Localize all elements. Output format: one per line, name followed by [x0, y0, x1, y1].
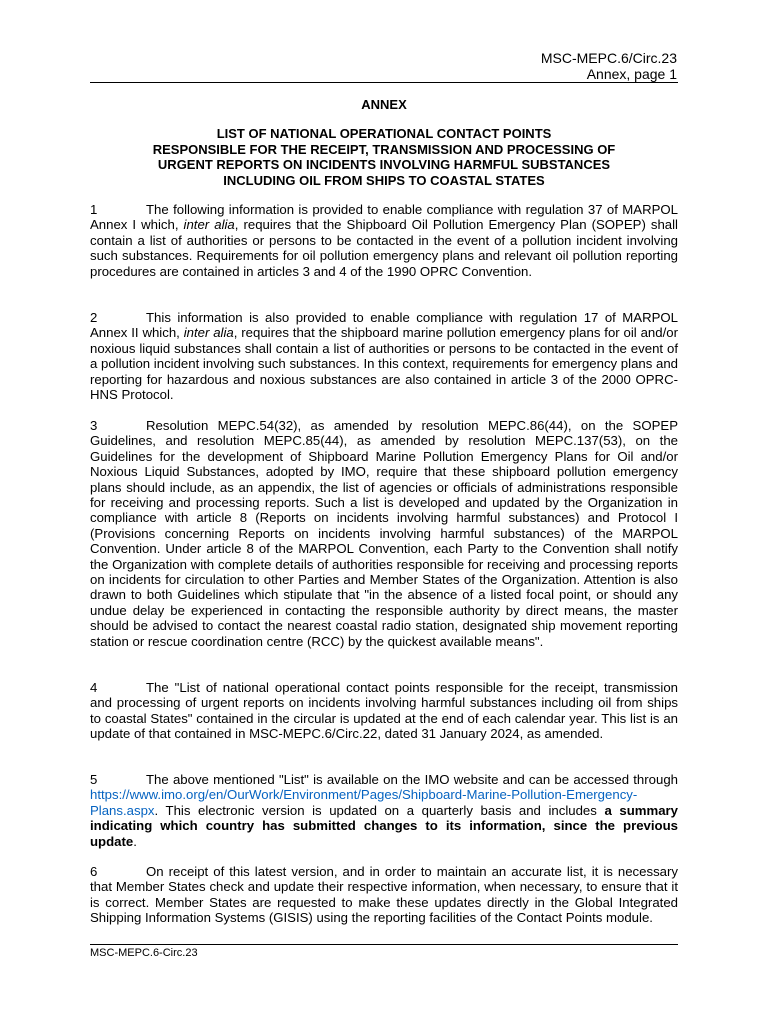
- title-line: LIST OF NATIONAL OPERATIONAL CONTACT POINTS: [216, 126, 552, 141]
- page-header: [541, 50, 677, 82]
- annex-heading: ANNEX: [361, 97, 407, 112]
- title-line: RESPONSIBLE FOR THE RECEIPT, TRANSMISSION AND PROCESSING OF: [152, 141, 616, 157]
- imo-website-link[interactable]: https://www.imo.org/en/OurWork/Environment/Pages/Shipboard-Marine-Pollution-Emergency-Plans.aspx: [90, 787, 638, 818]
- footer-rule: [90, 944, 678, 945]
- paragraph-1: 1 The following information is provided to enable compliance with regulation 37 of MARPOL Annex I which, inter alia, requires that the Shipboard Oil Pollution Emergency Plan (SOPEP) shall contain a list of authorities or persons to be contacted in the event of a pollution incident involving such substances. Requirements for oil pollution emergency plans and relevant oil pollution reporting procedures are contained in articles 3 and 4 of the 1990 OPRC Convention.: [90, 202, 678, 279]
- header-doc-ref: MSC-MEPC.6/Circ.23: [540, 50, 677, 66]
- title-line: URGENT REPORTS ON INCIDENTS INVOLVING HARMFUL SUBSTANCES: [157, 157, 611, 172]
- paragraph-6: 6 On receipt of this latest version, and in order to maintain an accurate list, it is necessary that Member States check and update their respective information, when necessary, to ensure that it is correct. Member States are requested to make these updates directly in the Global Integrated Shipping Information Systems (GISIS) using the reporting facilities of the Contact Points module.: [90, 864, 678, 926]
- paragraph-5: 5 The above mentioned "List" is available on the IMO website and can be accessed through https://www.imo.org/en/OurWork/Environment/Pages/Shipboard-Marine-Pollution-Emergency-Plans.aspx. This electronic version is updated on a quarterly basis and includes a summary indicating which country has submitted changes to its information, since the previous update.: [90, 772, 679, 849]
- document-title: [90, 126, 678, 188]
- paragraph-3: 3 Resolution MEPC.54(32), as amended by resolution MEPC.86(44), on the SOPEP Guidelines, and resolution MEPC.85(44), as amended by resolution MEPC.137(53), on the Guidelines for the development of Shipboard Marine Pollution Emergency Plans for Oil and/or Noxious Liquid Substances, adopted by IMO, require that these shipboard pollution emergency plans should include, as an appendix, the list of agencies or officials of administrations responsible for receiving and processing reports. Such a list is developed and updated by the Organization in compliance with article 8 (Reports on incidents involving harmful substances) and Protocol I (Provisions concerning Reports on incidents involving harmful substances) of the MARPOL Convention. Under article 8 of the MARPOL Convention, each Party to the Convention shall notify the Organization with complete details of authorities responsible for receiving and processing reports on incidents for circulation to other Parties and Member States of the Organization. Attention is also drawn to both Guidelines which stipulate that "in the absence of a listed focal point, or should any undue delay be experienced in contacting the responsible authority by direct means, the master should be advised to contact the nearest coastal radio station, designated ship movement reporting station or rescue coordination centre (RCC) by the quickest available means".: [90, 418, 678, 649]
- paragraph-number: 4: [90, 680, 98, 695]
- paragraph-number: 2: [90, 310, 98, 325]
- paragraph-2: 2 This information is also provided to enable compliance with regulation 17 of MARPOL Annex II which, inter alia, requires that the shipboard marine pollution emergency plans for oil and/or noxious liquid substances shall contain a list of authorities or persons to be contacted in the event of a pollution incident involving such substances. In this context, requirements for emergency plans and reporting for hazardous and noxious substances are also contained in article 3 of the 2000 OPRC-HNS Protocol.: [90, 310, 678, 403]
- header-rule: [90, 82, 678, 83]
- title-line: INCLUDING OIL FROM SHIPS TO COASTAL STATES: [223, 172, 545, 188]
- paragraph-number: 1: [90, 202, 98, 217]
- paragraph-4: 4 The "List of national operational contact points responsible for the receipt, transmission and processing of urgent reports on incidents involving harmful substances including oil from ships to coastal States" contained in the circular is updated at the end of each calendar year. This list is an update of that contained in MSC-MEPC.6/Circ.22, dated 31 January 2024, as amended.: [90, 680, 678, 742]
- paragraph-number: 5: [90, 772, 98, 787]
- paragraph-number: 3: [90, 418, 98, 433]
- header-page-ref: Annex, page 1: [586, 66, 677, 82]
- page-footer: MSC-MEPC.6-Circ.23: [90, 947, 198, 959]
- paragraph-number: 6: [90, 864, 98, 879]
